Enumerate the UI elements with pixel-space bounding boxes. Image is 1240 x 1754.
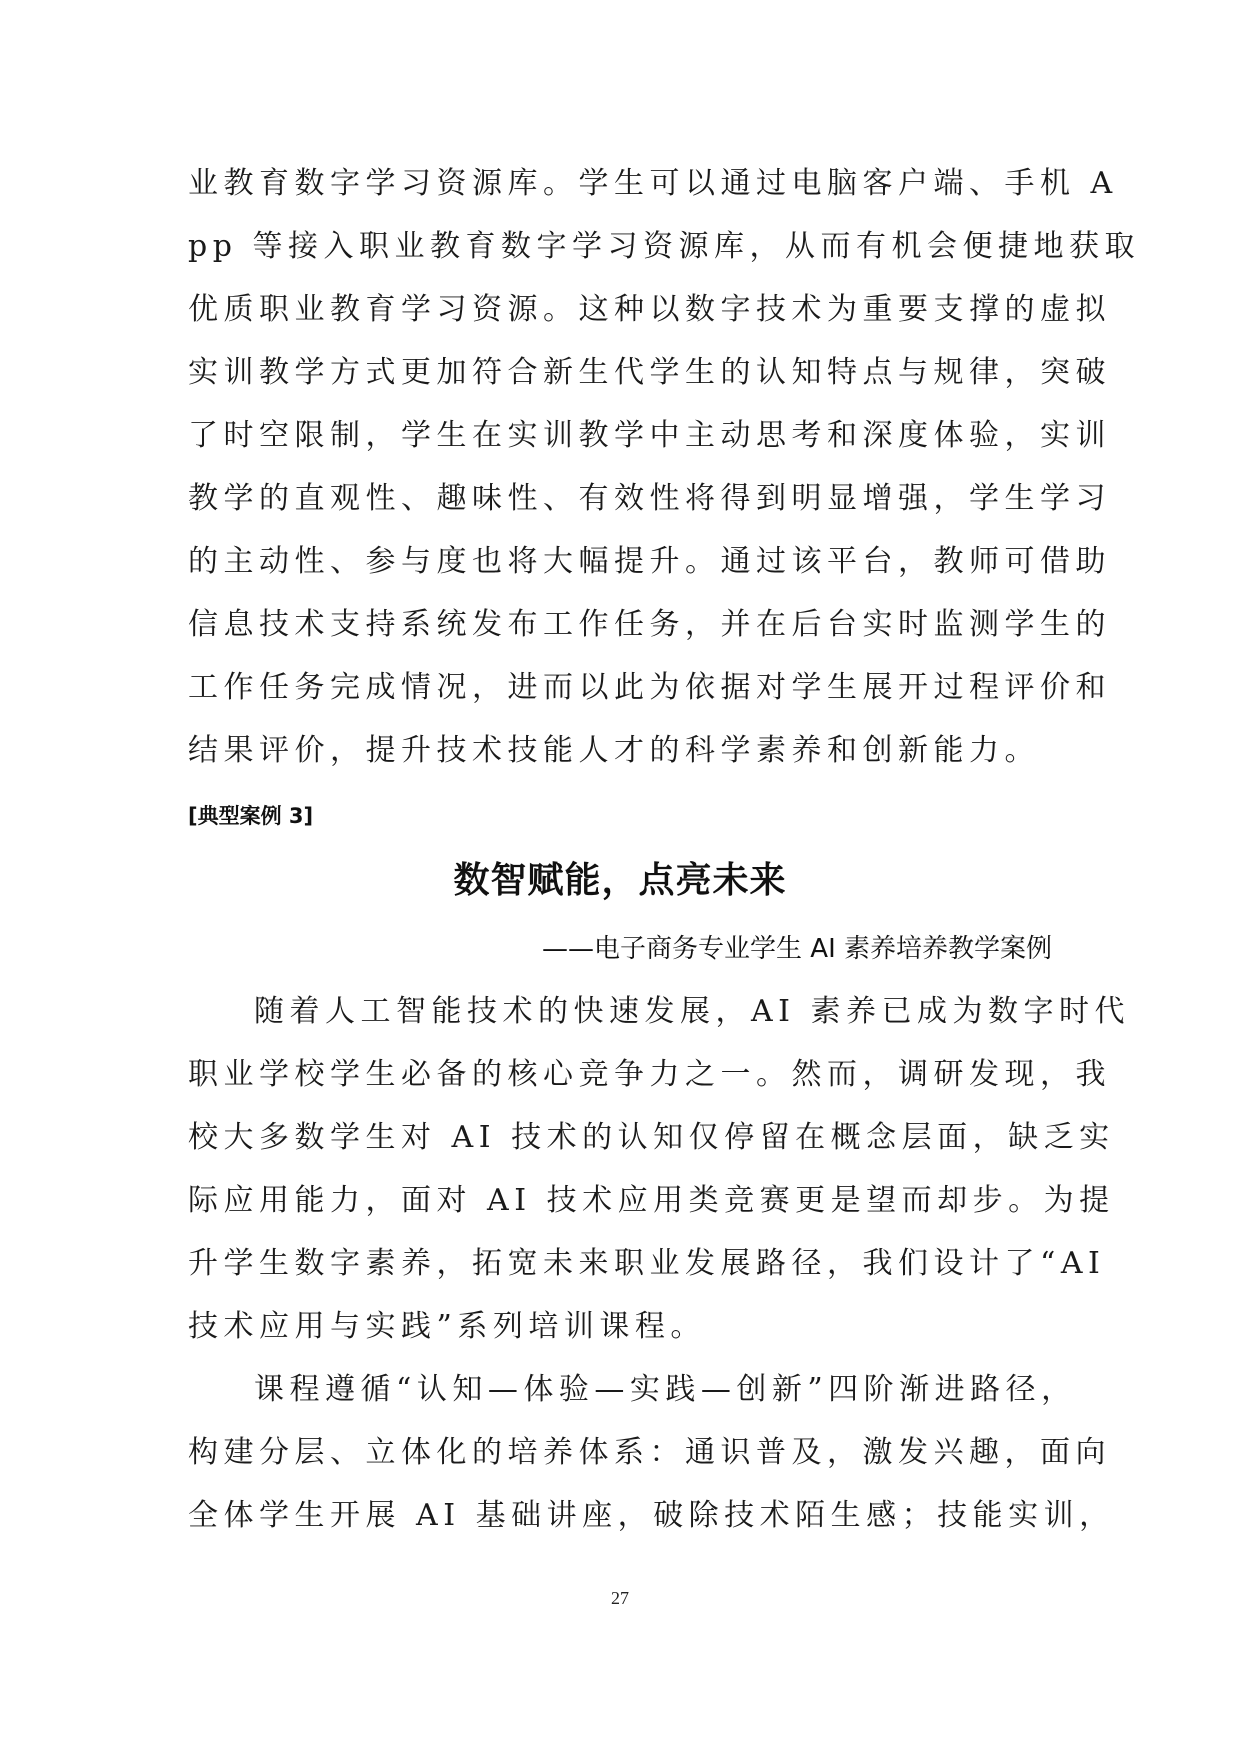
text-line: 升学生数字素养，拓宽未来职业发展路径，我们设计了“AI bbox=[188, 1246, 1106, 1281]
text-line: 优质职业教育学习资源。这种以数字技术为重要支撑的虚拟 bbox=[188, 292, 1111, 327]
continuation-paragraph bbox=[188, 152, 1140, 782]
text-line: 全体学生开展 AI 基础讲座，破除技术陌生感；技能实训， bbox=[188, 1498, 1115, 1533]
text-line: 职业学校学生必备的核心竞争力之一。然而，调研发现，我 bbox=[188, 1057, 1111, 1092]
text-line: 际应用能力，面对 AI 技术应用类竞赛更是望而却步。为提 bbox=[188, 1183, 1115, 1218]
text-line: pp 等接入职业教育数字学习资源库，从而有机会便捷地获取 bbox=[188, 229, 1140, 264]
text-line: 结果评价，提升技术技能人才的科学素养和创新能力。 bbox=[188, 733, 1040, 768]
text-line: 业教育数字学习资源库。学生可以通过电脑客户端、手机 A bbox=[188, 166, 1118, 201]
paragraph-course bbox=[188, 1358, 1115, 1547]
page-number: 27 bbox=[611, 1588, 629, 1608]
text-line: 了时空限制，学生在实训教学中主动思考和深度体验，实训 bbox=[188, 418, 1111, 453]
text-line: 课程遵循“认知—体验—实践—创新”四阶渐进路径， bbox=[254, 1372, 1077, 1407]
case-label: [典型案例 3] bbox=[188, 804, 314, 828]
article-title: 数智赋能，点亮未来 bbox=[453, 860, 787, 901]
text-line: 工作任务完成情况，进而以此为依据对学生展开过程评价和 bbox=[188, 670, 1111, 705]
text-line: 构建分层、立体化的培养体系：通识普及，激发兴趣，面向 bbox=[188, 1435, 1111, 1470]
text-line: 教学的直观性、趣味性、有效性将得到明显增强，学生学习 bbox=[188, 481, 1111, 516]
text-line: 随着人工智能技术的快速发展，AI 素养已成为数字时代 bbox=[254, 994, 1131, 1029]
text-line: 实训教学方式更加符合新生代学生的认知特点与规律，突破 bbox=[188, 355, 1111, 390]
text-line: 技术应用与实践”系列培训课程。 bbox=[188, 1309, 706, 1344]
article-subtitle: ——电子商务专业学生 AI 素养培养教学案例 bbox=[542, 934, 1052, 964]
paragraph-intro bbox=[188, 980, 1131, 1358]
text-line: 的主动性、参与度也将大幅提升。通过该平台，教师可借助 bbox=[188, 544, 1111, 579]
text-line: 校大多数学生对 AI 技术的认知仅停留在概念层面，缺乏实 bbox=[188, 1120, 1115, 1155]
text-line: 信息技术支持系统发布工作任务，并在后台实时监测学生的 bbox=[188, 607, 1111, 642]
